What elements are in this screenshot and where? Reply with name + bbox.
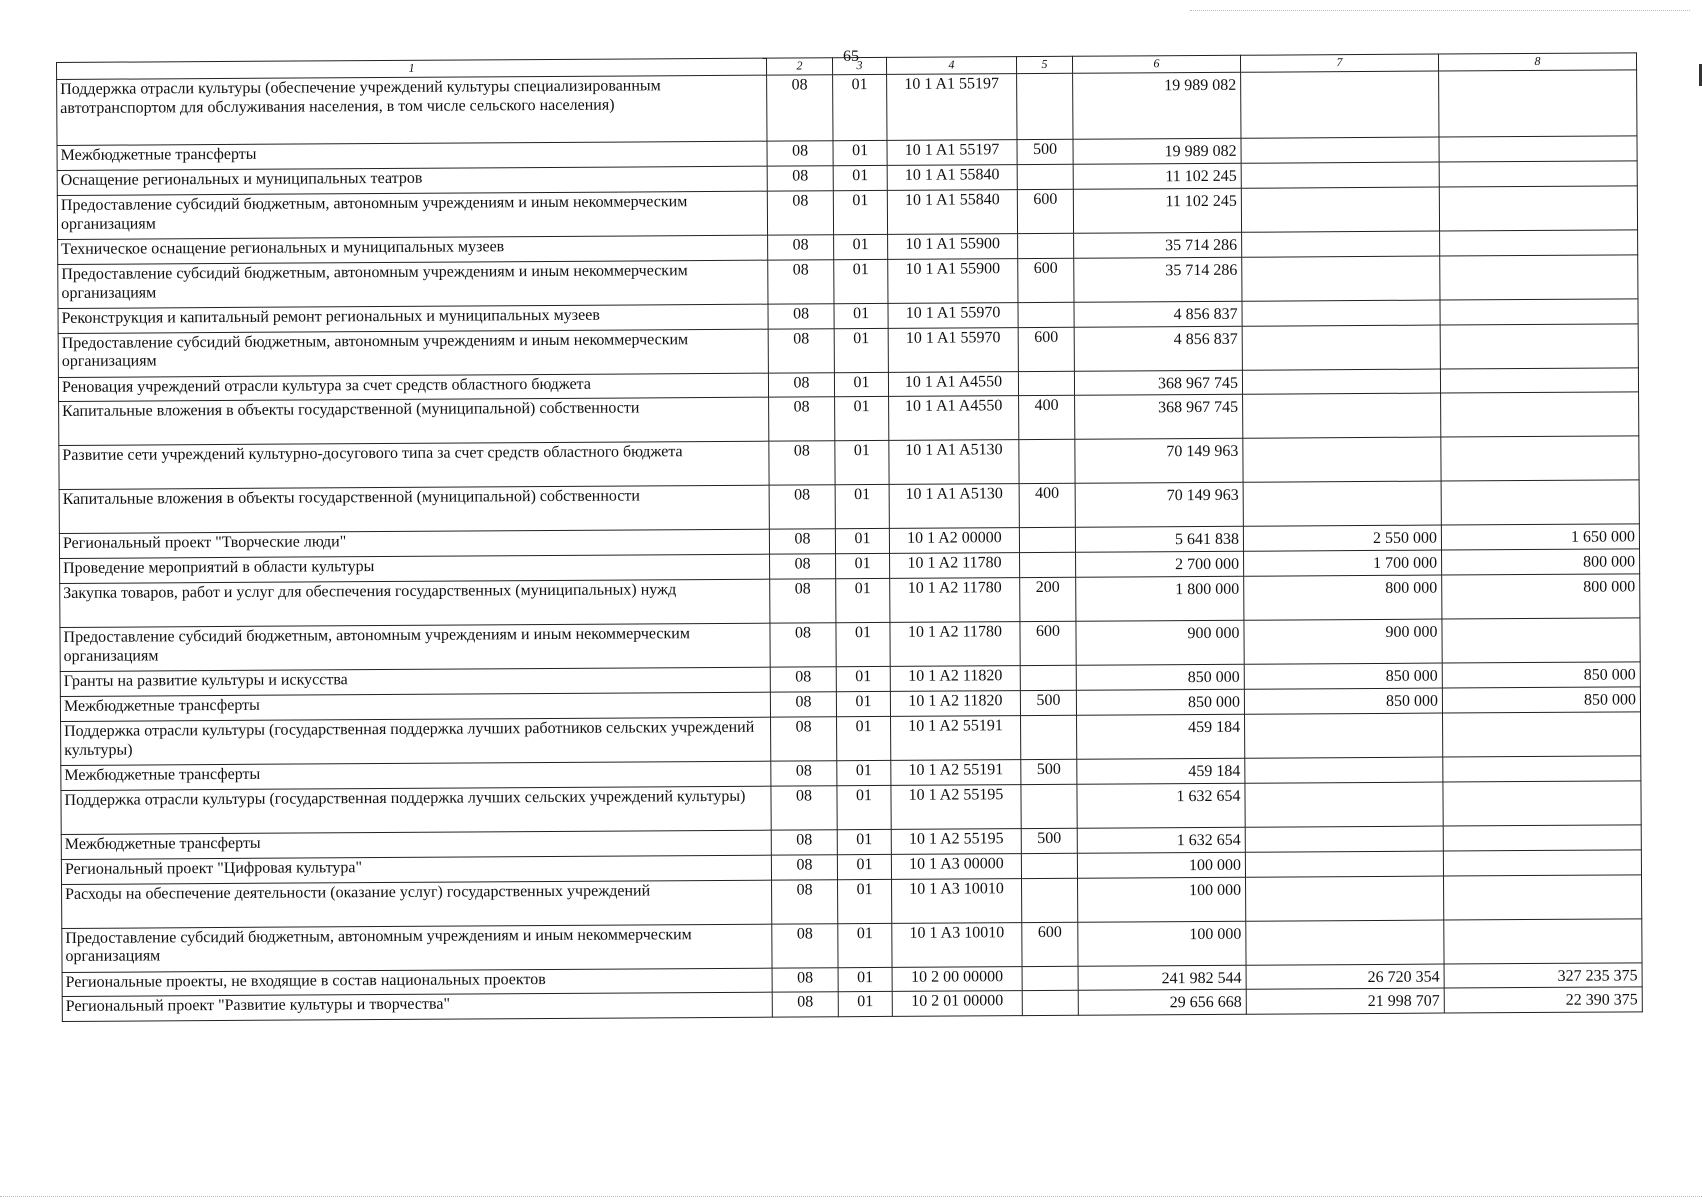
- row-target-code: 10 2 00 00000: [892, 966, 1022, 992]
- row-subsection: 01: [834, 328, 888, 372]
- row-subsection: 01: [834, 303, 888, 328]
- row-expense-type: [1022, 991, 1078, 1016]
- row-amount-col7: [1245, 757, 1443, 783]
- row-amount-col7: [1245, 851, 1443, 877]
- row-subsection: 01: [834, 234, 888, 259]
- row-expense-type: [1018, 233, 1074, 258]
- row-amount-col8: [1441, 436, 1639, 481]
- row-target-code: 10 1 A1 55970: [888, 302, 1018, 328]
- row-expense-type: [1021, 715, 1077, 759]
- row-expense-type: 600: [1022, 922, 1078, 966]
- row-section: 08: [769, 485, 835, 529]
- row-section: 08: [771, 785, 837, 829]
- row-subsection: 01: [833, 74, 887, 140]
- row-amount-col6: 19 989 082: [1073, 138, 1241, 164]
- row-amount-col6: 19 989 082: [1073, 72, 1241, 139]
- row-amount-col6: 70 149 963: [1075, 439, 1243, 484]
- row-name: Капитальные вложения в объекты государственной (муниципальной) собственности: [59, 486, 769, 534]
- row-expense-type: [1018, 302, 1074, 327]
- row-amount-col7: [1243, 437, 1441, 482]
- row-subsection: 01: [835, 529, 889, 554]
- row-subsection: 01: [836, 691, 890, 716]
- row-amount-col6: 100 000: [1077, 852, 1245, 878]
- row-subsection: 01: [835, 397, 889, 441]
- page-number: 65: [843, 48, 859, 65]
- row-amount-col8: 850 000: [1442, 687, 1640, 713]
- row-amount-col8: 22 390 375: [1444, 987, 1642, 1013]
- row-amount-col6: 2 700 000: [1076, 552, 1244, 578]
- row-expense-type: 500: [1017, 139, 1073, 164]
- header-col-8: 8: [1438, 53, 1636, 71]
- row-amount-col6: 900 000: [1076, 620, 1244, 665]
- row-expense-type: [1022, 878, 1078, 922]
- header-col-5: 5: [1016, 56, 1072, 73]
- row-expense-type: 500: [1020, 690, 1076, 715]
- row-section: 08: [767, 166, 833, 191]
- row-subsection: 01: [837, 716, 891, 760]
- row-subsection: 01: [837, 854, 891, 879]
- row-target-code: 10 1 A3 10010: [892, 922, 1022, 967]
- row-section: 08: [769, 441, 835, 485]
- table-body: [57, 70, 1643, 1022]
- row-name: Региональный проект "Творческие люди": [59, 530, 769, 559]
- row-name: Поддержка отрасли культуры (государственная поддержка лучших сельских учреждений культуры): [61, 786, 771, 834]
- row-target-code: 10 1 A3 10010: [892, 878, 1022, 923]
- row-section: 08: [772, 879, 838, 923]
- row-amount-col8: [1440, 230, 1638, 256]
- row-amount-col6: 100 000: [1078, 877, 1246, 922]
- row-name: Межбюджетные трансферты: [61, 761, 771, 790]
- row-amount-col8: [1443, 756, 1641, 782]
- row-expense-type: 500: [1021, 828, 1077, 853]
- row-amount-col8: [1440, 298, 1638, 324]
- row-name: Предоставление субсидий бюджетным, автономным учреждениям и иным некоммерческим организациям: [62, 924, 772, 972]
- row-target-code: 10 1 A2 11780: [890, 578, 1020, 623]
- row-section: 08: [770, 692, 836, 717]
- row-target-code: 10 1 A1 A5130: [889, 440, 1019, 485]
- row-amount-col7: 800 000: [1244, 575, 1442, 620]
- row-subsection: 01: [837, 785, 891, 829]
- row-name: Гранты на развитие культуры и искусства: [60, 667, 770, 696]
- row-section: 08: [772, 967, 838, 992]
- row-section: 08: [771, 717, 837, 761]
- row-name: Расходы на обеспечение деятельности (оказание услуг) государственных учреждений: [62, 880, 772, 928]
- row-amount-col8: [1441, 480, 1639, 525]
- row-amount-col6: 1 800 000: [1076, 576, 1244, 621]
- row-section: 08: [771, 829, 837, 854]
- row-amount-col7: 26 720 354: [1246, 964, 1444, 990]
- row-section: 08: [772, 923, 838, 967]
- row-section: 08: [770, 623, 836, 667]
- row-amount-col7: [1243, 481, 1441, 526]
- row-amount-col7: [1245, 782, 1443, 827]
- row-target-code: 10 1 A2 55195: [891, 828, 1021, 854]
- row-amount-col6: 100 000: [1078, 921, 1246, 966]
- row-section: 08: [770, 667, 836, 692]
- row-expense-type: [1017, 164, 1073, 189]
- row-target-code: 10 1 A1 55197: [887, 140, 1017, 166]
- row-section: 08: [768, 259, 834, 303]
- row-amount-col8: [1439, 136, 1637, 162]
- row-amount-col8: [1443, 781, 1641, 826]
- row-amount-col8: [1442, 618, 1640, 663]
- row-amount-col8: [1439, 70, 1637, 137]
- row-section: 08: [767, 75, 833, 141]
- row-name: Капитальные вложения в объекты государственной (муниципальной) собственности: [59, 398, 769, 446]
- row-section: 08: [768, 328, 834, 372]
- row-subsection: 01: [836, 667, 890, 692]
- row-target-code: 10 2 01 00000: [892, 991, 1022, 1017]
- row-amount-col8: 800 000: [1442, 549, 1640, 575]
- row-amount-col6: 850 000: [1076, 689, 1244, 715]
- row-subsection: 01: [835, 441, 889, 485]
- row-target-code: 10 1 A2 55191: [891, 759, 1021, 785]
- row-name: Межбюджетные трансферты: [61, 830, 771, 859]
- row-amount-col7: [1241, 137, 1439, 163]
- budget-table: [56, 52, 1643, 1022]
- row-name: Поддержка отрасли культуры (обеспечение учреждений культуры специализированным автотранспортом для обслуживания населения, в том числе сельского населения): [57, 75, 767, 145]
- row-amount-col6: 70 149 963: [1075, 483, 1243, 528]
- row-name: Предоставление субсидий бюджетным, автономным учреждениям и иным некоммерческим организациям: [60, 623, 770, 671]
- row-target-code: 10 1 A1 55840: [887, 165, 1017, 191]
- row-name: Проведение мероприятий в области культуры: [60, 554, 770, 583]
- row-name: Реновация учреждений отрасли культура за счет средств областного бюджета: [58, 373, 768, 402]
- row-name: Техническое оснащение региональных и муниципальных музеев: [58, 235, 768, 264]
- row-amount-col6: 241 982 544: [1078, 965, 1246, 991]
- row-subsection: 01: [838, 879, 892, 923]
- row-amount-col6: 11 102 245: [1073, 188, 1241, 233]
- row-expense-type: [1020, 553, 1076, 578]
- row-amount-col6: 29 656 668: [1078, 990, 1246, 1016]
- row-amount-col7: [1241, 162, 1439, 188]
- row-target-code: 10 1 A1 A4550: [889, 396, 1019, 441]
- row-target-code: 10 1 A1 55900: [888, 258, 1018, 303]
- row-amount-col8: [1440, 367, 1638, 393]
- row-amount-col8: 327 235 375: [1444, 962, 1642, 988]
- row-target-code: 10 1 A1 55970: [888, 327, 1018, 372]
- row-amount-col8: [1443, 825, 1641, 851]
- row-section: 08: [769, 529, 835, 554]
- row-amount-col6: 5 641 838: [1075, 527, 1243, 553]
- row-name: Предоставление субсидий бюджетным, автономным учреждениям и иным некоммерческим организациям: [57, 191, 767, 239]
- row-section: 08: [767, 141, 833, 166]
- row-amount-col6: 35 714 286: [1074, 257, 1242, 302]
- row-amount-col7: [1242, 300, 1440, 326]
- table-row: [57, 70, 1637, 146]
- row-expense-type: [1018, 371, 1074, 396]
- row-amount-col8: [1440, 254, 1638, 299]
- row-amount-col8: 1 650 000: [1441, 524, 1639, 550]
- row-target-code: 10 1 A1 A4550: [888, 371, 1018, 397]
- row-amount-col7: [1243, 393, 1441, 438]
- row-amount-col7: [1246, 920, 1444, 965]
- row-subsection: 01: [833, 140, 887, 165]
- row-expense-type: [1019, 528, 1075, 553]
- row-target-code: 10 1 A1 55900: [888, 233, 1018, 259]
- row-amount-col8: [1444, 918, 1642, 963]
- row-amount-col7: [1242, 369, 1440, 395]
- row-expense-type: [1017, 73, 1073, 139]
- row-target-code: 10 1 A1 A5130: [889, 484, 1019, 529]
- row-target-code: 10 1 A1 55840: [887, 189, 1017, 234]
- row-amount-col6: 368 967 745: [1075, 395, 1243, 440]
- header-col-2: 2: [766, 58, 832, 75]
- row-subsection: 01: [836, 554, 890, 579]
- row-amount-col7: [1242, 231, 1440, 257]
- row-amount-col8: 800 000: [1442, 574, 1640, 619]
- row-name: Региональный проект "Развитие культуры и творчества": [62, 993, 772, 1022]
- row-amount-col6: 459 184: [1077, 758, 1245, 784]
- row-expense-type: 400: [1019, 396, 1075, 440]
- row-subsection: 01: [837, 760, 891, 785]
- row-section: 08: [768, 372, 834, 397]
- row-name: Межбюджетные трансферты: [60, 692, 770, 721]
- row-expense-type: [1022, 966, 1078, 991]
- row-subsection: 01: [835, 485, 889, 529]
- row-amount-col6: 850 000: [1076, 664, 1244, 690]
- row-name: Поддержка отрасли культуры (государственная поддержка лучших работников сельских учреждений культуры): [61, 717, 771, 765]
- header-col-1: 1: [57, 58, 767, 79]
- row-subsection: 01: [836, 579, 890, 623]
- row-expense-type: [1021, 784, 1077, 828]
- row-amount-col6: 4 856 837: [1074, 301, 1242, 327]
- row-name: Предоставление субсидий бюджетным, автономным учреждениям и иным некоммерческим организациям: [58, 260, 768, 308]
- row-name: Оснащение региональных и муниципальных театров: [57, 166, 767, 195]
- row-target-code: 10 1 A2 11780: [890, 622, 1020, 667]
- row-amount-col7: 2 550 000: [1243, 525, 1441, 551]
- row-amount-col8: 850 000: [1442, 662, 1640, 688]
- header-col-3: 3: [832, 57, 886, 74]
- row-section: 08: [770, 554, 836, 579]
- row-subsection: 01: [836, 623, 890, 667]
- row-expense-type: 500: [1021, 759, 1077, 784]
- row-amount-col7: [1245, 826, 1443, 852]
- row-subsection: 01: [838, 923, 892, 967]
- row-amount-col8: [1443, 874, 1641, 919]
- row-expense-type: 600: [1018, 327, 1074, 371]
- row-expense-type: [1020, 665, 1076, 690]
- row-amount-col7: 900 000: [1244, 619, 1442, 664]
- row-name: Межбюджетные трансферты: [57, 141, 767, 170]
- row-name: Реконструкция и капитальный ремонт региональных и муниципальных музеев: [58, 304, 768, 333]
- row-subsection: 01: [834, 372, 888, 397]
- row-amount-col8: [1443, 849, 1641, 875]
- row-section: 08: [768, 235, 834, 260]
- row-section: 08: [767, 191, 833, 235]
- row-expense-type: [1019, 440, 1075, 484]
- row-amount-col6: 35 714 286: [1074, 232, 1242, 258]
- row-amount-col7: 850 000: [1244, 688, 1442, 714]
- row-section: 08: [770, 579, 836, 623]
- row-amount-col6: 1 632 654: [1077, 827, 1245, 853]
- row-section: 08: [771, 761, 837, 786]
- row-subsection: 01: [833, 165, 887, 190]
- row-amount-col8: [1441, 392, 1639, 437]
- row-expense-type: 600: [1020, 621, 1076, 665]
- row-amount-col7: [1245, 876, 1443, 921]
- row-target-code: 10 1 A2 11820: [890, 666, 1020, 692]
- row-target-code: 10 1 A2 00000: [889, 528, 1019, 554]
- row-amount-col6: 459 184: [1077, 714, 1245, 759]
- row-amount-col7: [1241, 71, 1439, 138]
- row-name: Предоставление субсидий бюджетным, автономным учреждениям и иным некоммерческим организациям: [58, 329, 768, 377]
- row-amount-col6: 11 102 245: [1073, 163, 1241, 189]
- row-amount-col7: [1242, 325, 1440, 370]
- row-amount-col8: [1440, 323, 1638, 368]
- row-amount-col7: [1242, 256, 1440, 301]
- header-col-7: 7: [1240, 54, 1438, 72]
- row-expense-type: [1021, 853, 1077, 878]
- row-amount-col8: [1443, 712, 1641, 757]
- row-target-code: 10 1 A2 55195: [891, 784, 1021, 829]
- row-target-code: 10 1 A2 11820: [890, 691, 1020, 717]
- row-expense-type: 400: [1019, 484, 1075, 528]
- row-amount-col7: 21 998 707: [1246, 988, 1444, 1014]
- budget-table-sheet: [56, 52, 1642, 1022]
- row-amount-col7: [1245, 713, 1443, 758]
- row-section: 08: [768, 303, 834, 328]
- row-amount-col7: [1241, 187, 1439, 232]
- scan-edge-line: [0, 1196, 1702, 1197]
- row-subsection: 01: [834, 259, 888, 303]
- row-section: 08: [772, 992, 838, 1017]
- header-col-4: 4: [886, 57, 1016, 75]
- row-name: Региональный проект "Цифровая культура": [61, 855, 771, 884]
- scan-edge-line: [1190, 10, 1690, 11]
- row-name: Закупка товаров, работ и услуг для обеспечения государственных (муниципальных) нужд: [60, 579, 770, 627]
- row-amount-col7: 1 700 000: [1244, 550, 1442, 576]
- row-name: Региональные проекты, не входящие в состав национальных проектов: [62, 968, 772, 997]
- row-subsection: 01: [837, 829, 891, 854]
- row-expense-type: 600: [1018, 258, 1074, 302]
- row-target-code: 10 1 A2 55191: [891, 715, 1021, 760]
- row-amount-col6: 4 856 837: [1074, 326, 1242, 371]
- header-col-6: 6: [1072, 55, 1240, 73]
- row-amount-col8: [1439, 161, 1637, 187]
- row-target-code: 10 1 A3 00000: [891, 853, 1021, 879]
- row-amount-col7: 850 000: [1244, 663, 1442, 689]
- row-target-code: 10 1 A2 11780: [890, 553, 1020, 579]
- row-subsection: 01: [833, 190, 887, 234]
- row-subsection: 01: [838, 967, 892, 992]
- row-expense-type: 600: [1017, 189, 1073, 233]
- row-section: 08: [771, 854, 837, 879]
- row-subsection: 01: [838, 992, 892, 1017]
- row-target-code: 10 1 A1 55197: [887, 74, 1017, 141]
- row-amount-col6: 368 967 745: [1074, 370, 1242, 396]
- row-expense-type: 200: [1020, 577, 1076, 621]
- row-name: Развитие сети учреждений культурно-досугового типа за счет средств областного бюджета: [59, 442, 769, 490]
- row-amount-col8: [1439, 186, 1637, 231]
- row-section: 08: [769, 397, 835, 441]
- row-amount-col6: 1 632 654: [1077, 783, 1245, 828]
